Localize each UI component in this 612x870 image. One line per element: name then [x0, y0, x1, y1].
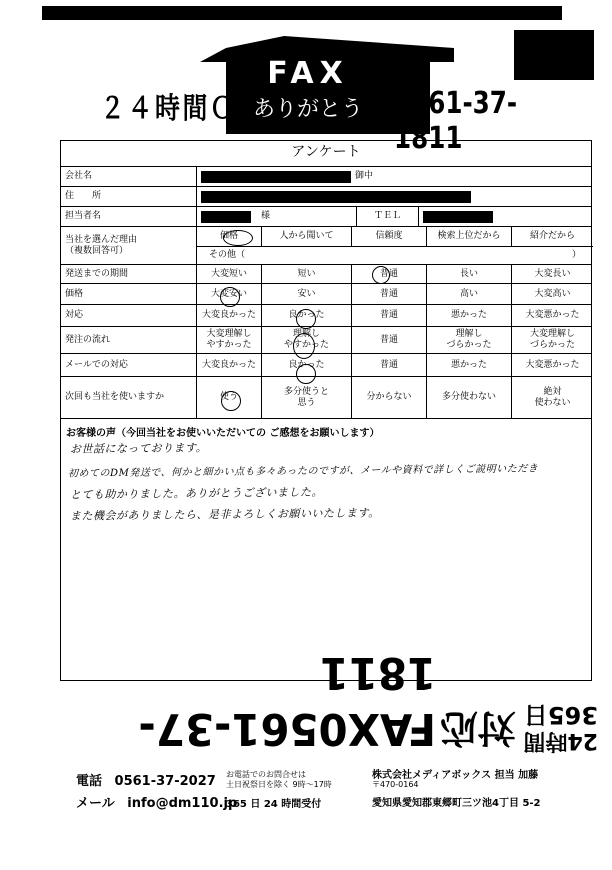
rating-option[interactable]: 大変悪かった — [511, 305, 593, 326]
rating-option[interactable]: 大変悪かった — [511, 354, 593, 376]
rating-option[interactable]: 高い — [426, 284, 511, 304]
person-suffix: 様 — [261, 211, 271, 221]
rating-option[interactable]: 普通 — [351, 354, 426, 376]
footer-zip: 〒470-0164 — [372, 780, 419, 789]
footer-company: 株式会社メディアボックス 担当 加藤 — [372, 770, 539, 781]
footer-note1: お電話でのお問合せは — [226, 770, 306, 779]
tel-field[interactable] — [418, 207, 593, 226]
voice-line: お世話になっております。 — [69, 441, 208, 456]
redacted-tel — [423, 211, 493, 223]
reason-opt-2[interactable]: 信頼度 — [351, 227, 426, 246]
rating-label: 発送までの期間 — [65, 268, 129, 279]
slogan-24h: ２４時間ＯＫ — [100, 91, 266, 125]
circle-mark — [220, 287, 240, 307]
circle-mark — [296, 364, 316, 384]
footer-tel — [76, 770, 216, 789]
rating-option[interactable]: 分からない — [351, 377, 426, 418]
rating-option[interactable]: 悪かった — [426, 305, 511, 326]
company-field[interactable] — [196, 167, 593, 186]
rating-option[interactable]: 長い — [426, 265, 511, 283]
rating-option[interactable]: 大変良かった — [196, 305, 261, 326]
rating-option[interactable]: 良かった — [261, 305, 351, 326]
rating-label: 次回も当社を使いますか — [65, 392, 165, 402]
rating-label: 対応 — [65, 310, 84, 320]
voice-line: とても助かりました。ありがとうございました。 — [69, 485, 324, 502]
rating-option[interactable]: 大変良かった — [196, 354, 261, 376]
reason-row — [61, 227, 591, 265]
rating-option[interactable]: 絶対 使わない — [511, 377, 593, 418]
rating-option[interactable]: 大変長い — [511, 265, 593, 283]
rating-label: 価格 — [65, 288, 84, 299]
thanks-label: ありがとう — [252, 97, 363, 122]
rating-option[interactable]: 大変理解し づらかった — [511, 327, 593, 353]
person-field[interactable] — [196, 207, 356, 226]
redacted-person — [201, 211, 251, 223]
rating-label: 発注の流れ — [65, 334, 111, 345]
survey-title: アンケート — [291, 144, 361, 160]
upside-down-banner — [58, 647, 598, 756]
rating-option[interactable]: 安い — [261, 284, 351, 304]
mail-label: メール — [76, 796, 115, 811]
reason-options — [196, 227, 593, 247]
rating-option[interactable]: 普通 — [351, 327, 426, 353]
fax-number-top: 0561-37-1811 — [394, 86, 518, 156]
rating-option[interactable]: 多分使うと 思う — [261, 377, 351, 418]
reason-other[interactable] — [196, 246, 593, 265]
rating-row — [61, 305, 591, 327]
reason-opt-1[interactable]: 人から聞いて — [261, 227, 351, 246]
customer-voice-box — [60, 419, 592, 681]
reason-opt-4[interactable]: 紹介だから — [511, 227, 593, 246]
rating-row — [61, 265, 591, 284]
address-label: 住 所 — [65, 191, 102, 201]
rating-row — [61, 327, 591, 354]
rating-option[interactable]: 大変高い — [511, 284, 593, 304]
rating-option[interactable]: 大変短い — [196, 265, 261, 283]
rating-option[interactable]: 普通 — [351, 265, 426, 283]
survey-form — [60, 140, 592, 419]
rating-label: メールでの対応 — [65, 359, 128, 370]
footer-address: 愛知県愛知郡東郷町三ツ池4丁目 5-2 — [372, 798, 541, 809]
reason-other-label: その他（ — [209, 250, 246, 260]
circle-mark — [372, 266, 390, 284]
redacted-box — [514, 30, 594, 80]
tel-label: ＴＥＬ — [356, 207, 418, 226]
reason-label: 当社を選んだ理由 — [65, 234, 138, 245]
rating-option[interactable]: 良かった — [261, 354, 351, 376]
rating-row — [61, 284, 591, 305]
circle-mark — [293, 333, 315, 359]
circle-mark — [221, 391, 241, 411]
footer-note3: 365 日 24 時間受付 — [226, 799, 322, 810]
company-row — [61, 167, 591, 187]
survey-title-row — [61, 141, 591, 167]
person-row — [61, 207, 591, 227]
company-suffix: 御中 — [355, 171, 374, 181]
voice-line: また機会がありましたら、是非よろしくお願いいたします。 — [69, 506, 380, 523]
rating-row — [61, 377, 591, 418]
address-row — [61, 187, 591, 207]
company-label: 会社名 — [65, 171, 93, 181]
person-label: 担当者名 — [65, 211, 102, 221]
tel-number[interactable]: 0561-37-2027 — [114, 774, 216, 789]
banner-taiou: 対応 — [439, 706, 516, 750]
circle-mark — [296, 309, 316, 329]
rating-option[interactable]: 大変理解し やすかった — [196, 327, 261, 353]
mail-address[interactable]: info@dm110.jp — [127, 796, 238, 811]
voice-title: お客様の声（今回当社をお使いいただいての ご感想をお願いします） — [66, 428, 380, 439]
redacted-address — [201, 191, 471, 203]
top-black-bar — [42, 6, 562, 20]
rating-option[interactable]: 多分使わない — [426, 377, 511, 418]
rating-option[interactable]: 短い — [261, 265, 351, 283]
rating-row — [61, 354, 591, 377]
reason-other-close: ） — [571, 250, 581, 260]
rating-option[interactable]: 理解し づらかった — [426, 327, 511, 353]
banner-hours: 24時間 — [523, 728, 598, 753]
rating-option[interactable]: 大変安い — [196, 284, 261, 304]
reason-opt-3[interactable]: 検索上位だから — [426, 227, 511, 246]
rating-option[interactable]: 普通 — [351, 305, 426, 326]
reason-sub: （複数回答可） — [65, 245, 129, 256]
fax-label: FAX — [267, 56, 349, 91]
footer-note2: 土日祝祭日を除く 9時～17時 — [226, 780, 332, 789]
rating-option[interactable]: 悪かった — [426, 354, 511, 376]
voice-line: 初めてのDM発送で、何かと細かい点も多々あったのですが、メールや資料で詳しくご説明いただき — [67, 463, 539, 480]
reason-label-group — [65, 227, 137, 264]
address-field[interactable] — [196, 187, 593, 206]
redacted-company — [201, 171, 351, 183]
reason-opt-0[interactable]: 価格 — [196, 227, 261, 246]
rating-option[interactable]: 普通 — [351, 284, 426, 304]
banner-days: 365日 — [523, 701, 598, 729]
rating-option[interactable]: 使う — [196, 377, 261, 418]
rating-option[interactable]: 理解し やすかった — [261, 327, 351, 353]
circle-mark — [223, 230, 253, 246]
banner-fax: FAX0561-37-1811 — [138, 647, 436, 754]
tel-label: 電話 — [76, 774, 103, 789]
footer-mail — [76, 792, 237, 811]
